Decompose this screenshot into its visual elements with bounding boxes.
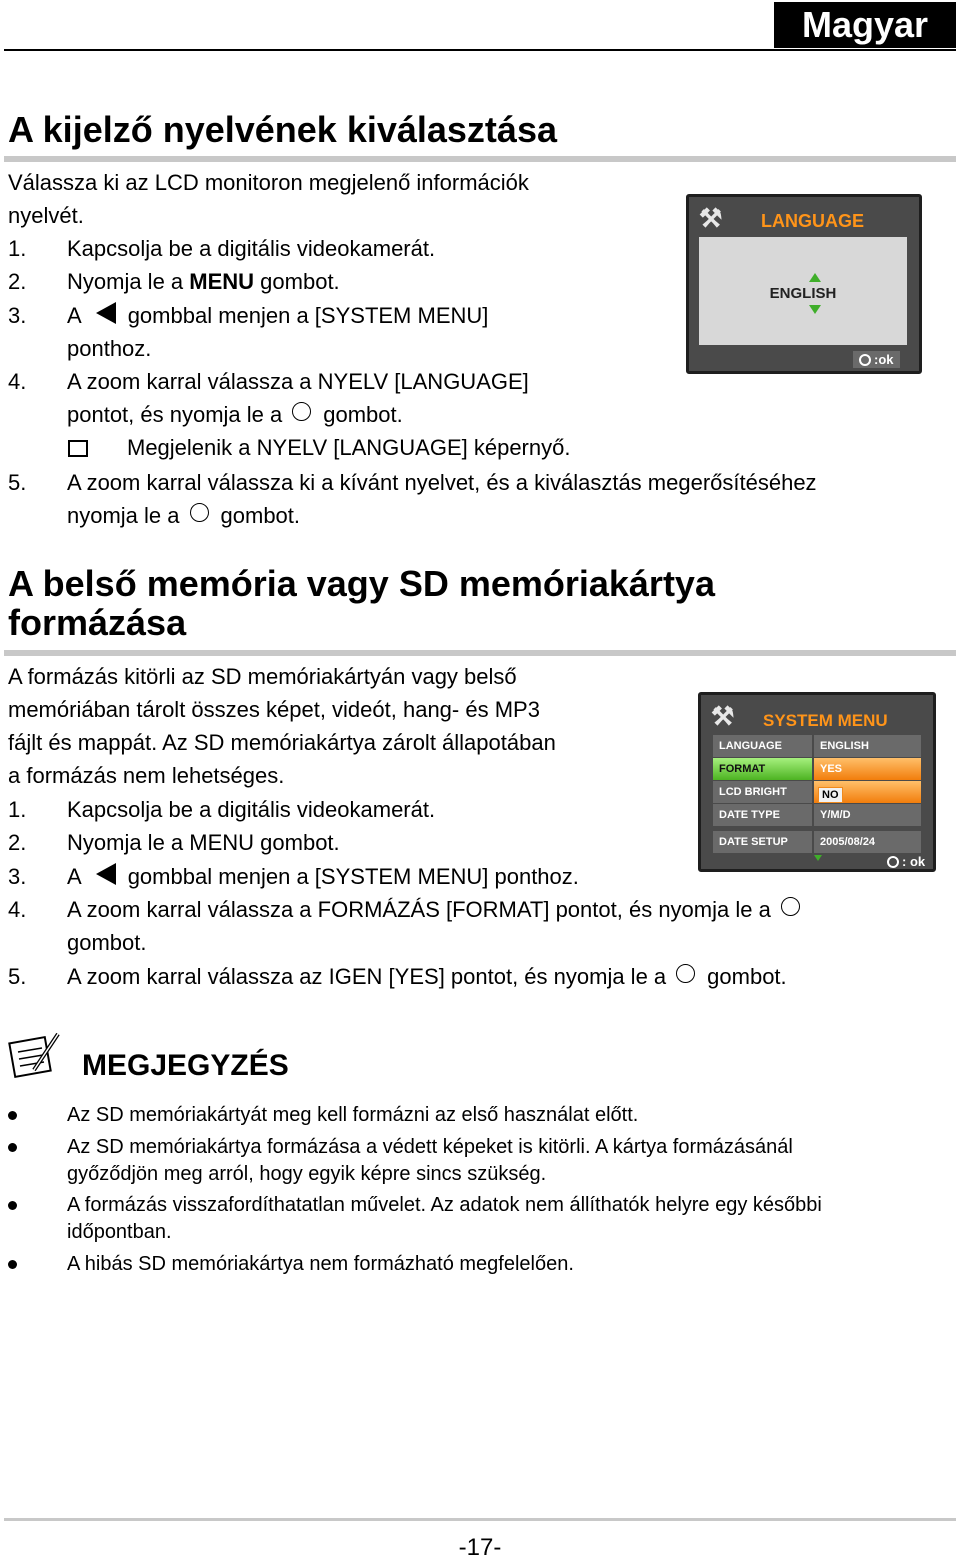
step-text: A zoom karral válassza ki a kívánt nyelvet, és a kiválasztás megerősítéséhez: [67, 470, 817, 495]
step-text: gombot.: [67, 930, 147, 955]
intro-line: fájlt és mappát. Az SD memóriakártya zárolt állapotában: [8, 730, 556, 755]
step-text: Nyomja le a MENU gombot.: [67, 269, 340, 294]
note-text: A formázás visszafordíthatatlan művelet. Az adatok nem állíthatók helyre egy későbbi: [67, 1194, 822, 1216]
screen-title: SYSTEM MENU: [763, 711, 888, 730]
step-text: Kapcsolja be a digitális videokamerát.: [67, 236, 436, 261]
intro-line: A formázás kitörli az SD memóriakártyán vagy belső: [8, 664, 517, 689]
ok-indicator: :ok: [853, 351, 900, 368]
note-text: Az SD memóriakártyát meg kell formázni az első használat előtt.: [67, 1104, 639, 1126]
step-text: A zoom karral válassza a FORMÁZÁS [FORMAT] pontot, és nyomja le a: [67, 893, 812, 926]
up-arrow-icon: [809, 273, 821, 282]
ok-button-icon: [190, 503, 209, 522]
step-text: A zoom karral válassza a NYELV [LANGUAGE]: [67, 369, 529, 394]
ok-button-icon: [676, 964, 695, 983]
step-text: nyomja le a gombot.: [67, 503, 301, 528]
footer-divider: [4, 1518, 956, 1521]
step-number: 4.: [8, 369, 27, 394]
ok-circle-icon: [887, 856, 899, 868]
checkbox-bullet-icon: [68, 440, 88, 457]
step-text: A zoom karral válassza az IGEN [YES] pontot, és nyomja le a gombot.: [67, 964, 787, 989]
note-text: Az SD memóriakártya formázása a védett képeket is kitörli. A kártya formázásánál: [67, 1136, 793, 1158]
language-tag: Magyar: [774, 2, 956, 48]
section-divider: [4, 156, 956, 162]
step-number: 2.: [8, 269, 27, 294]
intro-line: Válassza ki az LCD monitoron megjelenő információk: [8, 170, 529, 195]
intro-line: nyelvét.: [8, 203, 84, 228]
left-arrow-icon: [96, 863, 116, 885]
step-number: 5.: [8, 964, 27, 989]
step-subnote: Megjelenik a NYELV [LANGUAGE] képernyő.: [127, 435, 571, 460]
down-arrow-icon: [809, 305, 821, 314]
ok-button-icon: [292, 402, 311, 421]
section-title-format: formázása: [8, 602, 187, 643]
step-text: A gombbal menjen a [SYSTEM MENU]: [67, 303, 489, 328]
note-pad-icon: [6, 1030, 62, 1080]
language-value: ENGLISH: [769, 285, 837, 302]
section-divider: [4, 650, 956, 656]
menu-keyword: MENU: [189, 269, 255, 294]
ok-indicator: : ok: [887, 854, 925, 869]
intro-line: a formázás nem lehetséges.: [8, 763, 285, 788]
bullet-icon: [8, 1260, 17, 1269]
step-number: 3.: [8, 303, 27, 328]
bullet-icon: [8, 1111, 17, 1120]
page-number: -17-: [458, 1534, 502, 1559]
left-arrow-icon: [96, 302, 116, 324]
ok-circle-icon: [859, 354, 871, 366]
settings-icon: ⚒: [699, 203, 723, 233]
step-number: 1.: [8, 797, 27, 822]
ok-button-icon: [781, 897, 800, 916]
down-arrow-icon: [814, 855, 822, 861]
system-menu-screen: ⚒ SYSTEM MENU LANGUAGE ENGLISH FORMAT YES LCD BRIGHT NO DATE TYPE Y/M/D DATE SETUP 2005/08/24 : ok: [698, 692, 936, 872]
step-text: Kapcsolja be a digitális videokamerát.: [67, 797, 436, 822]
header-divider: [4, 49, 956, 51]
section-title-format: A belső memória vagy SD memóriakártya: [8, 563, 715, 604]
screen-title: LANGUAGE: [761, 211, 864, 231]
step-number: 4.: [8, 897, 27, 922]
bullet-icon: [8, 1201, 17, 1210]
settings-icon: ⚒: [711, 701, 735, 731]
step-number: 1.: [8, 236, 27, 261]
screen-body: [699, 237, 907, 345]
note-text: A hibás SD memóriakártya nem formázható megfelelően.: [67, 1253, 574, 1275]
step-number: 2.: [8, 830, 27, 855]
step-text: ponthoz.: [67, 336, 152, 361]
step-text: Nyomja le a MENU gombot.: [67, 830, 340, 855]
bullet-icon: [8, 1143, 17, 1152]
no-option: NO: [818, 787, 843, 803]
section-title-language: A kijelző nyelvének kiválasztása: [8, 109, 557, 150]
language-screen: [686, 194, 922, 374]
intro-line: memóriában tárolt összes képet, videót, hang- és MP3: [8, 697, 540, 722]
step-text: A gombbal menjen a [SYSTEM MENU] ponthoz.: [67, 864, 579, 889]
note-text: időpontban.: [67, 1221, 172, 1243]
step-text: pontot, és nyomja le a gombot.: [67, 402, 403, 427]
note-text: győződjön meg arról, hogy egyik képre sincs szükség.: [67, 1163, 547, 1185]
step-number: 5.: [8, 470, 27, 495]
step-number: 3.: [8, 864, 27, 889]
note-title: MEGJEGYZÉS: [82, 1049, 289, 1082]
